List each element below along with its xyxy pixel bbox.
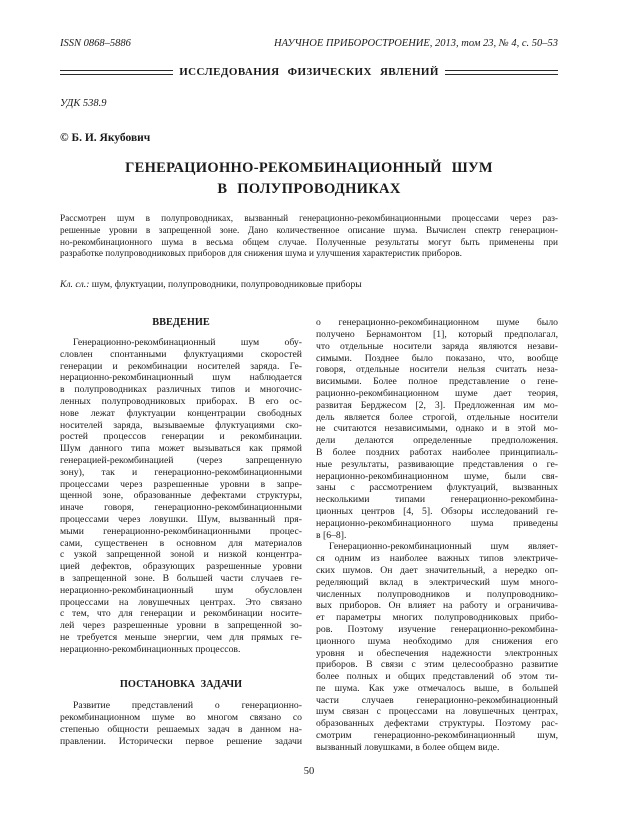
- issn-label: ISSN 0868–5886: [60, 38, 131, 49]
- text-line: генерации и рекомбинации носителей заряда. Ге-: [60, 360, 302, 372]
- left-column: [60, 317, 302, 753]
- text-line: словлен спонтанными флуктуациями скоростей: [60, 348, 302, 360]
- text-line: нове лежат флуктуации концентрации свободных: [60, 407, 302, 419]
- text-line: развитая Берджесом [2, 3]. Предложенная им мо-: [316, 399, 558, 411]
- text-line: нерационно-рекомбинационных процессов.: [60, 643, 241, 655]
- text-line: о генерационно-рекомбинационном шуме было: [316, 317, 558, 329]
- text-line: ционного шума необходимо для снижения его: [316, 635, 558, 647]
- text-line: нерационно-рекомбинационном шуме, были свя-: [316, 470, 558, 482]
- text-line: не считаются независимыми, однако и в этой мо-: [316, 423, 558, 435]
- text-line: в полупроводниках различных типов и многочис-: [60, 384, 302, 396]
- article-title-line2: В ПОЛУПРОВОДНИКАХ: [217, 181, 401, 197]
- text-line: правлении. Исторически первое решение задачи: [60, 735, 302, 747]
- journal-reference: НАУЧНОЕ ПРИБОРОСТРОЕНИЕ, 2013, том 23, № 4, с. 50–53: [274, 38, 558, 49]
- text-line: не требуется меньше энергии, чем для прямых ге-: [60, 631, 302, 643]
- article-title-line1: ГЕНЕРАЦИОННО-РЕКОМБИНАЦИОННЫЙ ШУМ: [125, 160, 493, 176]
- text-line: генерацией-рекомбинацией (через запрещенную: [60, 454, 302, 466]
- text-line: несколькими типами генерационно-рекомбина-: [316, 494, 558, 506]
- udk-code: УДК 538.9: [60, 98, 107, 109]
- text-line: смотрим генерационно-рекомбинационный шум,: [316, 730, 558, 742]
- running-head: [60, 38, 558, 50]
- section-rule-right: [445, 70, 558, 75]
- text-line: части случаев генерационно-рекомбинационный: [316, 694, 558, 706]
- text-line: щенной зоне, образованные дефектами структуры,: [60, 490, 302, 502]
- keywords-line: [60, 279, 558, 291]
- text-line: более полных и общих представлений об этом ти-: [316, 671, 558, 683]
- text-line: нерационно-рекомбинационный шум обусловлен: [60, 584, 302, 596]
- text-line: ров. Поэтому изучение генерационно-рекомбина-: [316, 623, 558, 635]
- text-line: носителей заряда, вызываемые флуктуациями ско-: [60, 419, 302, 431]
- text-line: пе шума. Как уже отмечалось выше, в большей: [316, 682, 558, 694]
- text-line: говоря, отдельные носители нельзя считать неза-: [316, 364, 558, 376]
- text-line: процессами через разрешенные уровни в запре-: [60, 478, 302, 490]
- abstract: [60, 213, 558, 260]
- text-line: вызванный ловушками, в более общем виде.: [316, 741, 500, 753]
- section-rule-left: [60, 70, 173, 75]
- text-line: ределяющий вклад в электрический шум много-: [316, 576, 558, 588]
- text-line: в запрещенной зоне. В большей части случаев ге-: [60, 572, 302, 584]
- text-line: образованных дефектами структуры. Поэтому рас-: [316, 718, 558, 730]
- text-line: степенью общности решаемых задач в данном на-: [60, 723, 302, 735]
- text-line: нерационно-рекомбинационного шума приведены: [316, 517, 558, 529]
- keywords-text: шум, флуктуации, полупроводники, полупроводниковые приборы: [89, 279, 362, 291]
- text-line: что отдельные носители заряда являются незави-: [316, 340, 558, 352]
- text-line: численных полупроводников и полупроводнико-: [316, 588, 558, 600]
- text-line: Развитие представлений о генерационно-: [73, 700, 302, 712]
- text-line: процессами через ловушки. Шум, вызванный пря-: [60, 513, 302, 525]
- text-line: решенные уровни в запрещенной зоне. Дано количественное описание шума. Вычислен спектр генерацион-: [60, 225, 558, 236]
- text-line: получено Бернамонтом [1], который предполагал,: [316, 328, 558, 340]
- text-line: дели делаются определенные предположения.: [316, 435, 558, 447]
- text-line: рекомбинационном шуме во многом связано со: [60, 712, 302, 724]
- problem-paragraph: [60, 700, 302, 747]
- text-line: лей через разрешенные уровни в запрещенной зо-: [60, 620, 302, 632]
- text-line: Генерационно-рекомбинационный шум являет-: [329, 541, 558, 553]
- text-line: мыми генерационно-рекомбинационными процес-: [60, 525, 302, 537]
- text-line: вых приборов. Он влияет на работу и ограничива-: [316, 600, 558, 612]
- page-number: 50: [303, 766, 315, 777]
- text-line: но-рекомбинационного шума в весьма общем случае. Полученные результаты могут быть применены при: [60, 237, 558, 248]
- text-line: ских шумов. Он дает значительный, а нередко оп-: [316, 564, 558, 576]
- section-banner: [60, 66, 558, 78]
- text-line: разработке полупроводниковых приборов для снижения шума и улучшения характеристик приборов.: [60, 249, 462, 260]
- text-line: иначе говоря, генерационно-рекомбинационными: [60, 502, 302, 514]
- text-line: В более поздних работах наиболее принципиаль-: [316, 446, 558, 458]
- text-line: в [6–8].: [316, 529, 347, 541]
- text-line: приборов. В связи с этим целесообразно развитие: [316, 659, 558, 671]
- text-line: ные результаты, развивающие представления о ге-: [316, 458, 558, 470]
- text-line: ционных центров [4, 5]. Обзоры исследований ге-: [316, 505, 558, 517]
- text-line: зону), так и генерационно-рекомбинационными: [60, 466, 302, 478]
- text-line: шум связан с процессами на ловушечных центрах,: [316, 706, 558, 718]
- text-line: Генерационно-рекомбинационный шум обу-: [73, 336, 302, 348]
- text-line: Рассмотрен шум в полупроводниках, вызванный генерационно-рекомбинационными процессами через раз-: [60, 214, 558, 224]
- article-title: [60, 158, 558, 200]
- text-line: висимыми. Более полное представление о гене-: [316, 376, 558, 388]
- author-line: © Б. И. Якубович: [60, 132, 151, 144]
- text-line: нерационно-рекомбинационный шум наблюдается: [60, 372, 302, 384]
- text-line: ет параметры многих полупроводниковых прибо-: [316, 612, 558, 624]
- right-paragraph-1: [316, 317, 558, 541]
- text-line: цией дефектов, образующих разрешенные уровни: [60, 561, 302, 573]
- text-line: с узкой запрещенной зоной и низкой концентра-: [60, 549, 302, 561]
- text-line: симыми. Позднее было показано, что, вообще: [316, 352, 558, 364]
- right-paragraph-2: [316, 541, 558, 753]
- text-line: процессами на ловушечных центрах. Это связано: [60, 596, 302, 608]
- text-line: ленных полупроводниковых приборах. В его ос-: [60, 395, 302, 407]
- text-line: Шум данного типа может вызываться как прямой: [60, 443, 302, 455]
- text-line: ся одним из наиболее важных типов электриче-: [316, 553, 558, 565]
- text-line: ростей процессов генерации и рекомбинации.: [60, 431, 302, 443]
- section-title: ИССЛЕДОВАНИЯ ФИЗИЧЕСКИХ ЯВЛЕНИЙ: [179, 66, 439, 78]
- right-column: [316, 317, 558, 753]
- intro-heading: ВВЕДЕНИЕ: [152, 317, 210, 329]
- problem-heading: ПОСТАНОВКА ЗАДАЧИ: [119, 678, 243, 690]
- body-columns: [60, 317, 558, 753]
- intro-paragraph: [60, 337, 302, 656]
- text-line: сами, существенен в основном для материалов: [60, 537, 302, 549]
- text-line: с тем, что для генерации и рекомбинации носите-: [60, 608, 302, 620]
- text-line: дель является более строгой, отдельные носители: [316, 411, 558, 423]
- text-line: заны с рассмотрением флуктуаций, вызванных: [316, 482, 558, 494]
- keywords-label: Кл. сл.:: [60, 279, 90, 291]
- text-line: уровня и обеспечения надежности электронных: [316, 647, 558, 659]
- text-line: рационно-рекомбинационном шуме дает теория,: [316, 387, 558, 399]
